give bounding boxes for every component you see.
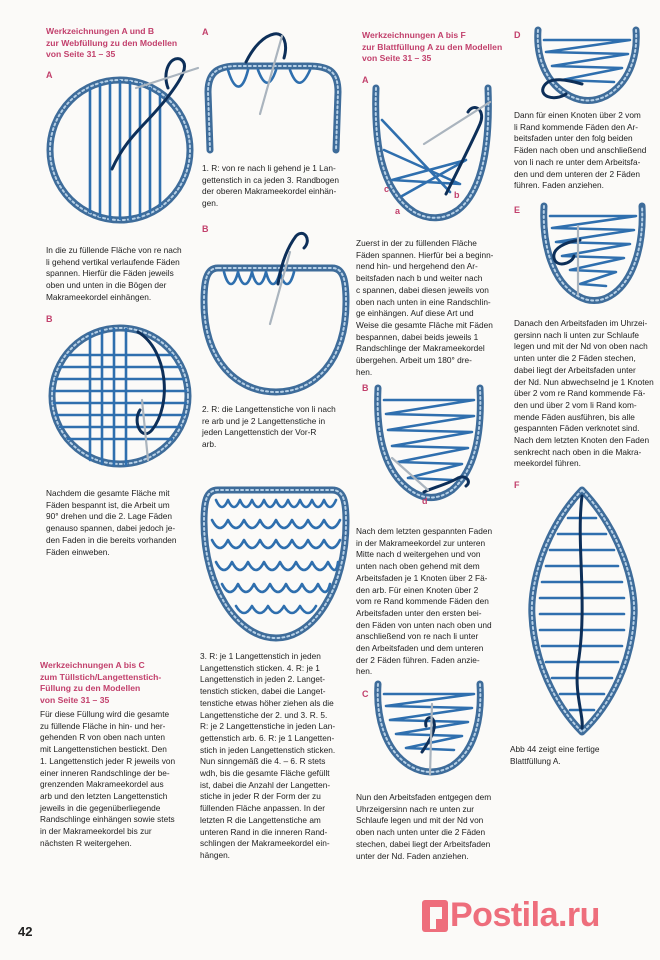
point-label-c: c: [384, 184, 390, 194]
text-line: hen.: [356, 666, 373, 677]
text-blatt-b: [356, 526, 506, 678]
text-line: stiche in jeder R der Form der zu: [200, 791, 321, 802]
heading-line: Füllung zu den Modellen: [40, 683, 141, 693]
text-line: Nun den Arbeitsfaden entgegen dem: [356, 792, 492, 802]
text-line: Fäden einweben.: [46, 546, 110, 557]
text-line: re arb und je 2 Langettenstiche in: [202, 415, 326, 426]
text-line: übergehen. Arbeit um 180° dre-: [356, 355, 472, 366]
figure-label-a: A: [362, 75, 369, 85]
text-line: der 2 Fäden führen. Faden anzie-: [356, 654, 480, 665]
text-line: hen.: [356, 366, 373, 377]
heading-line: zum Tüllstich/Langettenstich-: [40, 671, 162, 682]
text-line: Fäden bespannt ist, die Arbeit um: [46, 499, 170, 510]
text-line: beitsfaden unter den folg beiden: [514, 133, 633, 144]
heading-line: Werkzeichnungen A bis F: [362, 30, 466, 40]
text-web-b: [46, 488, 196, 558]
text-line: stich in jeden Langettenstich sticken.: [200, 744, 336, 755]
figure-blatt-b: [362, 380, 512, 520]
text-line: Randschlinge einhängen sowie stets: [40, 814, 175, 825]
heading-line: zur Blattfüllung A zu den Modellen: [362, 41, 503, 52]
text-line: hängen.: [200, 849, 230, 860]
postila-logo-text: Postila.ru: [450, 896, 600, 934]
text-blatt-e: [514, 318, 660, 470]
text-line: R: je 2 Langettenstiche in jeden Lan-: [200, 721, 336, 732]
figure-label-c: C: [362, 689, 369, 699]
text-line: Nach dem letzten Knoten den Faden: [514, 435, 650, 446]
text-line: gehenden R von oben nach unten: [40, 732, 166, 743]
point-label-b: b: [454, 190, 460, 200]
text-line: grenzenden Makrameekordel aus: [40, 779, 164, 790]
text-line: jeden Langettenstich der Vor-R: [202, 427, 317, 438]
text-line: nend hin- und hergehend den Ar-: [356, 261, 478, 272]
text-line: der oberen Makrameekordel einhän-: [202, 186, 337, 197]
text-line: ge einhängen. Auf diese Art und: [356, 308, 474, 319]
text-blatt-d: [514, 110, 660, 192]
figure-langette-a: [198, 22, 358, 157]
text-line: Fäden nach oben und anschließend: [514, 145, 647, 156]
text-line: Für diese Füllung wird die gesamte: [40, 709, 170, 719]
text-line: gespannten Fäden verknotet sind.: [514, 423, 640, 434]
figure-langette-c: [198, 478, 358, 648]
text-line: stechen, dabei liegt der Arbeitsfaden: [356, 838, 491, 849]
text-line: gen.: [202, 198, 219, 209]
text-line: gettenstich arb. 6. R: je 1 Langetten-: [200, 732, 335, 743]
text-line: bespannen, dabei beids jeweils 1: [356, 331, 479, 342]
text-line: Makrameekordel einhängen.: [46, 291, 152, 302]
text-line: füllenden Fläche anpassen. In der: [200, 803, 326, 814]
text-line: Mitte nach d weitergehen und von: [356, 549, 481, 560]
text-blatt-a: [356, 238, 506, 378]
figure-blatt-c: [362, 676, 512, 786]
page-number: 42: [18, 924, 33, 939]
text-line: Randschlinge der Makrameekordel: [356, 343, 485, 354]
text-line: den und dem unteren der 2 Fäden: [514, 168, 640, 179]
text-line: Nun sinngemäß die 4. – 6. R stets: [200, 756, 326, 767]
postila-logo: [420, 896, 600, 935]
text-line: oben und unten in die Bögen der: [46, 280, 167, 291]
text-line: unten nach oben gehend mit dem: [356, 561, 480, 572]
text-line: Fäden spannen. Hierfür bei a beginn-: [356, 249, 494, 260]
text-line: Dann für einen Knoten über 2 vom: [514, 110, 641, 120]
text-line: jeweils in die gegenüberliegende: [40, 802, 161, 813]
figure-label-b: B: [46, 314, 53, 324]
figure-langette-b: [198, 222, 358, 402]
text-line: Arbeitsfaden unter den ersten bei-: [356, 607, 482, 618]
text-line: Nachdem die gesamte Fläche mit: [46, 488, 170, 498]
text-langette-a: [202, 163, 352, 210]
text-langette-b: [202, 404, 352, 451]
text-line: führen. Faden anziehen.: [514, 180, 604, 191]
figure-label-a: A: [46, 70, 53, 80]
text-langette-c: [200, 651, 352, 862]
text-line: Schlaufe legen und mit der Nd von: [356, 815, 484, 826]
text-line: c spannen, dabei diesen jeweils von: [356, 284, 489, 295]
text-line: 3. R: je 1 Langettenstich in jeden: [200, 651, 321, 661]
text-line: li gehend vertikal verlaufende Fäden: [46, 256, 180, 267]
heading-line: Werkzeichnungen A bis C: [40, 660, 145, 670]
text-line: von li nach re unter dem Arbeitsfa-: [514, 156, 641, 167]
text-line: schlingen der Makrameekordel ein-: [200, 838, 330, 849]
text-blatt-c: [356, 792, 508, 862]
text-line: den Fäden von unten nach oben und: [356, 619, 492, 630]
text-line: Blattfüllung A.: [510, 755, 561, 766]
text-line: Abb 44 zeigt eine fertige: [510, 744, 600, 754]
text-line: gersinn nach li unten zur Schlaufe: [514, 329, 639, 340]
text-line: oben nach unten unter die 2 Fäden: [356, 827, 486, 838]
text-line: letzten R die Langettenstiche am: [200, 814, 321, 825]
figure-label-c: C: [202, 501, 209, 511]
point-label-a: a: [395, 206, 401, 216]
heading-line: zur Webfüllung zu den Modellen: [46, 37, 178, 48]
figure-label-b: B: [362, 383, 369, 393]
text-line: Zuerst in der zu füllenden Fläche: [356, 238, 477, 248]
figure-label-e: E: [514, 205, 521, 215]
heading-line: von Seite 31 – 35: [40, 694, 110, 705]
text-line: genauso spannen, dabei jedoch je-: [46, 523, 176, 534]
text-line: li Rand kommende Fäden den Ar-: [514, 121, 639, 132]
text-line: tenstich sticken, dabei die Langet-: [200, 686, 326, 697]
figure-label-b: B: [202, 224, 209, 234]
text-line: 1. Langettenstich jeder R jeweils von: [40, 755, 176, 766]
text-line: Arbeitsfaden je 1 Knoten über 2 Fä-: [356, 572, 488, 583]
text-line: unteren Rand in die inneren Rand-: [200, 826, 328, 837]
text-line: mende Fäden ausführen, bis alle: [514, 411, 635, 422]
text-line: nächsten R weitergehen.: [40, 837, 132, 848]
text-line: In die zu füllende Fläche von re nach: [46, 245, 182, 255]
text-line: den Arbeitsfaden und dem unteren: [356, 643, 484, 654]
figure-label-f: F: [514, 480, 520, 490]
text-line: über 2 vom re Rand kommende Fä-: [514, 388, 646, 399]
figure-blatt-e: [526, 198, 656, 313]
text-tuellstich: [40, 709, 200, 849]
point-label-d: d: [422, 496, 428, 506]
text-line: Nach dem letzten gespannten Faden: [356, 526, 493, 536]
text-line: arb.: [202, 439, 217, 450]
text-line: Danach den Arbeitsfaden im Uhrzei-: [514, 318, 648, 328]
text-line: Langettenstich in jeden 2. Langet-: [200, 674, 326, 685]
heading-line: von Seite 31 – 35: [46, 49, 116, 59]
text-line: anschließend von re nach li unter: [356, 631, 479, 642]
postila-logo-icon: [420, 898, 450, 934]
figure-web-a: [40, 54, 210, 244]
text-line: 2. R: die Langettenstiche von li nach: [202, 404, 336, 414]
text-web-a: [46, 245, 196, 304]
text-line: mit Langettenstichen bestickt. Den: [40, 744, 167, 755]
text-line: in der Makrameekordel zur unteren: [356, 537, 486, 548]
text-line: den arb. Für einen Knoten über 2: [356, 584, 479, 595]
text-line: den Faden in die bereits vorhanden: [46, 534, 177, 545]
text-line: einer inneren Randschlinge der be-: [40, 767, 170, 778]
text-line: spannen. Hierfür die Fäden jeweils: [46, 268, 174, 279]
text-line: Uhrzeigersinn nach re unten zur: [356, 803, 475, 814]
figure-web-b: [40, 310, 210, 480]
text-line: Langettenstich sticken. 4. R: je 1: [200, 662, 320, 673]
text-line: senkrecht nach oben in die Makra-: [514, 446, 642, 457]
text-line: tenstiche etwas höher ziehen als die: [200, 697, 334, 708]
text-line: 90° drehen und die 2. Lage Fäden: [46, 511, 173, 522]
text-line: Langettenstiche der 2. und 3. R. 5.: [200, 709, 328, 720]
figure-blatt-f: [520, 484, 650, 740]
text-line: arb und den letzten Langettenstich: [40, 790, 168, 801]
text-line: beitsfaden nach b und weiter nach: [356, 273, 483, 284]
figure-blatt-a: [362, 80, 512, 230]
text-line: zu füllende Fläche in hin- und her-: [40, 720, 166, 731]
text-line: meekordel führen.: [514, 458, 581, 469]
text-line: in der Makrameekordel bis zur: [40, 826, 152, 837]
text-blatt-f: [510, 744, 656, 767]
tuellstich-heading: [40, 660, 200, 706]
figure-label-a: A: [202, 27, 209, 37]
text-line: ist, dabei die Anzahl der Langetten-: [200, 779, 331, 790]
text-line: vom re Rand kommende Fäden den: [356, 596, 489, 607]
text-line: unten unter die 2 Fäden stechen,: [514, 353, 636, 364]
heading-line: Werkzeichnungen A und B: [46, 26, 155, 36]
text-line: der Nd. Nun abwechselnd je 1 Knoten: [514, 376, 654, 387]
text-line: wdh, bis die gesamte Fläche gefüllt: [200, 768, 330, 779]
text-line: 1. R: von re nach li gehend je 1 Lan-: [202, 163, 336, 173]
text-line: dabei liegt der Arbeitsfaden unter: [514, 364, 636, 375]
text-line: Weise die gesamte Fläche mit Fäden: [356, 319, 493, 330]
figure-label-d: D: [514, 30, 521, 40]
heading-line: von Seite 31 – 35: [362, 53, 432, 63]
text-line: oben nach unten in eine Randschlin-: [356, 296, 491, 307]
text-line: den und über 2 vom li Rand kom-: [514, 399, 637, 410]
text-line: gettenstich in ca jeden 3. Randbogen: [202, 174, 339, 185]
text-line: unter der Nd. Faden anziehen.: [356, 850, 469, 861]
figure-blatt-d: [520, 24, 650, 114]
blattfuellung-heading: [362, 30, 512, 65]
text-line: legen und mit der Nd von oben nach: [514, 341, 648, 352]
